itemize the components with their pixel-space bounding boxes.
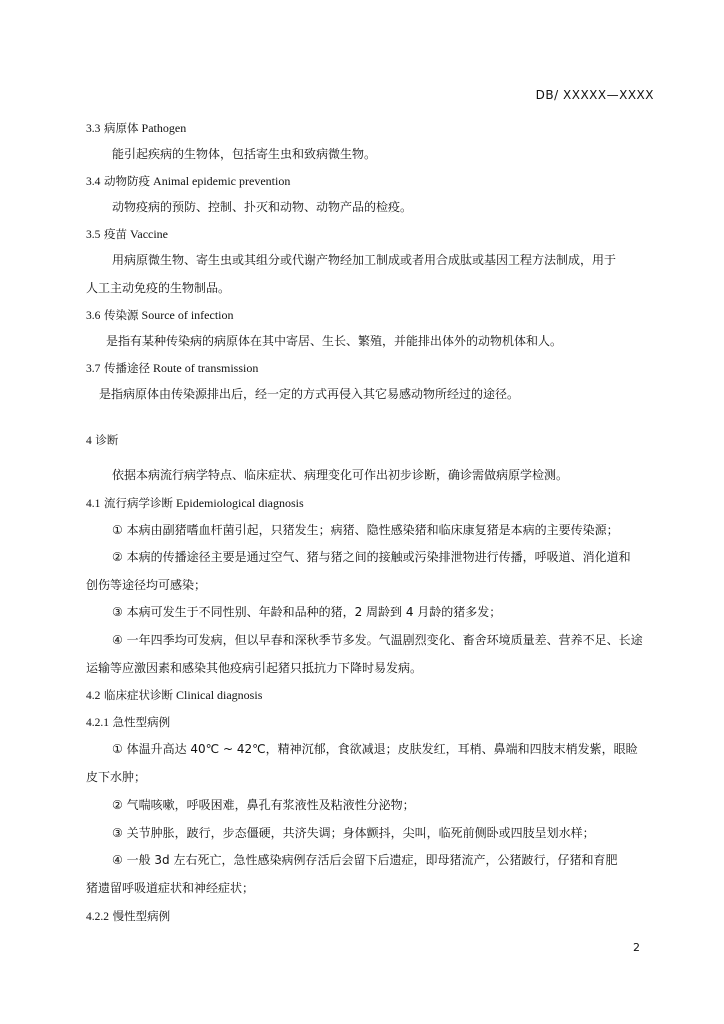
section-heading bbox=[86, 226, 168, 243]
paragraph-line: 人工主动免疫的生物制品。 bbox=[86, 281, 231, 295]
paragraph-line: ② 气喘咳嗽，呼吸困难，鼻孔有浆液性及粘液性分泌物； bbox=[112, 798, 415, 812]
section-number: 4.2 bbox=[86, 690, 101, 702]
section-title-en: Clinical diagnosis bbox=[173, 688, 263, 702]
section-title-en: Epidemiological diagnosis bbox=[173, 496, 304, 510]
paragraph-line: 皮下水肿； bbox=[86, 770, 147, 784]
section-number: 3.3 bbox=[86, 123, 101, 135]
section-heading bbox=[86, 495, 304, 512]
paragraph-line: 猪遗留呼吸道症状和神经症状； bbox=[86, 881, 255, 895]
paragraph-line: ② 本病的传播途径主要是通过空气、猪与猪之间的接触或污染排泄物进行传播，呼吸道、消化道和 bbox=[112, 550, 631, 564]
paragraph-line: 创伤等途径均可感染； bbox=[86, 578, 207, 592]
section-title-en: Source of infection bbox=[138, 308, 234, 322]
paragraph-line: 是指有某种传染病的病原体在其中寄居、生长、繁殖，并能排出体外的动物机体和人。 bbox=[106, 334, 563, 348]
section-heading bbox=[86, 432, 118, 449]
section-number: 3.6 bbox=[86, 310, 101, 322]
section-number: 4.2.1 bbox=[86, 717, 109, 729]
section-title-cn: 急性型病例 bbox=[109, 715, 171, 729]
section-title-cn: 动物防疫 bbox=[100, 174, 151, 188]
paragraph-line: 动物疫病的预防、控制、扑灭和动物、动物产品的检疫。 bbox=[112, 200, 413, 214]
section-number: 3.5 bbox=[86, 229, 101, 241]
section-title-cn: 传染源 bbox=[100, 308, 139, 322]
section-title-cn: 诊断 bbox=[91, 433, 119, 447]
section-number: 4.2.2 bbox=[86, 911, 109, 923]
section-title-cn: 流行病学诊断 bbox=[100, 496, 174, 510]
paragraph-line: ③ 关节肿胀，跛行，步态僵硬，共济失调；身体颤抖，尖叫，临死前侧卧或四肢呈划水样； bbox=[112, 826, 595, 840]
section-number: 4.1 bbox=[86, 498, 101, 510]
paragraph-line: 是指病原体由传染源排出后，经一定的方式再侵入其它易感动物所经过的途径。 bbox=[99, 387, 520, 401]
paragraph-line: 能引起疾病的生物体，包括寄生虫和致病微生物。 bbox=[112, 147, 377, 161]
paragraph-line: 依据本病流行病学特点、临床症状、病理变化可作出初步诊断，确诊需做病原学检测。 bbox=[112, 468, 569, 482]
section-title-cn: 传播途径 bbox=[100, 361, 151, 375]
paragraph-line: 用病原微生物、寄生虫或其组分或代谢产物经加工制成或者用合成肽或基因工程方法制成，用于 bbox=[112, 253, 617, 267]
section-title-en: Route of transmission bbox=[150, 361, 259, 375]
paragraph-line: ④ 一年四季均可发病，但以早春和深秋季节多发。气温剧烈变化、畜舍环境质量差、营养不足、长途 bbox=[112, 633, 643, 647]
paragraph-line: 运输等应激因素和感染其他疫病引起猪只抵抗力下降时易发病。 bbox=[86, 661, 423, 675]
section-number: 4 bbox=[86, 435, 92, 447]
page-number: 2 bbox=[633, 941, 640, 954]
paragraph-line: ④ 一般 3d 左右死亡，急性感染病例存活后会留下后遗症，即母猪流产，公猪跛行，仔猪和育肥 bbox=[112, 853, 618, 867]
section-heading bbox=[86, 360, 258, 377]
section-number: 3.7 bbox=[86, 363, 101, 375]
section-number: 3.4 bbox=[86, 176, 101, 188]
standard-code: DB/ XXXXX—XXXX bbox=[535, 88, 654, 102]
section-title-cn: 疫苗 bbox=[100, 227, 128, 241]
section-title-cn: 临床症状诊断 bbox=[100, 688, 174, 702]
section-heading bbox=[86, 120, 186, 137]
section-title-en: Pathogen bbox=[138, 121, 187, 135]
section-heading bbox=[86, 714, 170, 731]
section-heading bbox=[86, 908, 170, 925]
paragraph-line: ① 体温升高达 40℃ ~ 42℃，精神沉郁，食欲减退；皮肤发红，耳梢、鼻端和四肢末梢发紫，眼睑 bbox=[112, 742, 638, 756]
paragraph-line: ① 本病由副猪嗜血杆菌引起，只猪发生；病猪、隐性感染猪和临床康复猪是本病的主要传染源； bbox=[112, 523, 619, 537]
section-title-en: Animal epidemic prevention bbox=[150, 174, 291, 188]
section-title-en: Vaccine bbox=[127, 227, 169, 241]
section-heading bbox=[86, 687, 262, 704]
paragraph-line: ③ 本病可发生于不同性别、年龄和品种的猪，2 周龄到 4 月龄的猪多发； bbox=[112, 605, 502, 619]
section-title-cn: 慢性型病例 bbox=[109, 909, 171, 923]
section-heading bbox=[86, 307, 234, 324]
section-heading bbox=[86, 173, 290, 190]
section-title-cn: 病原体 bbox=[100, 121, 139, 135]
